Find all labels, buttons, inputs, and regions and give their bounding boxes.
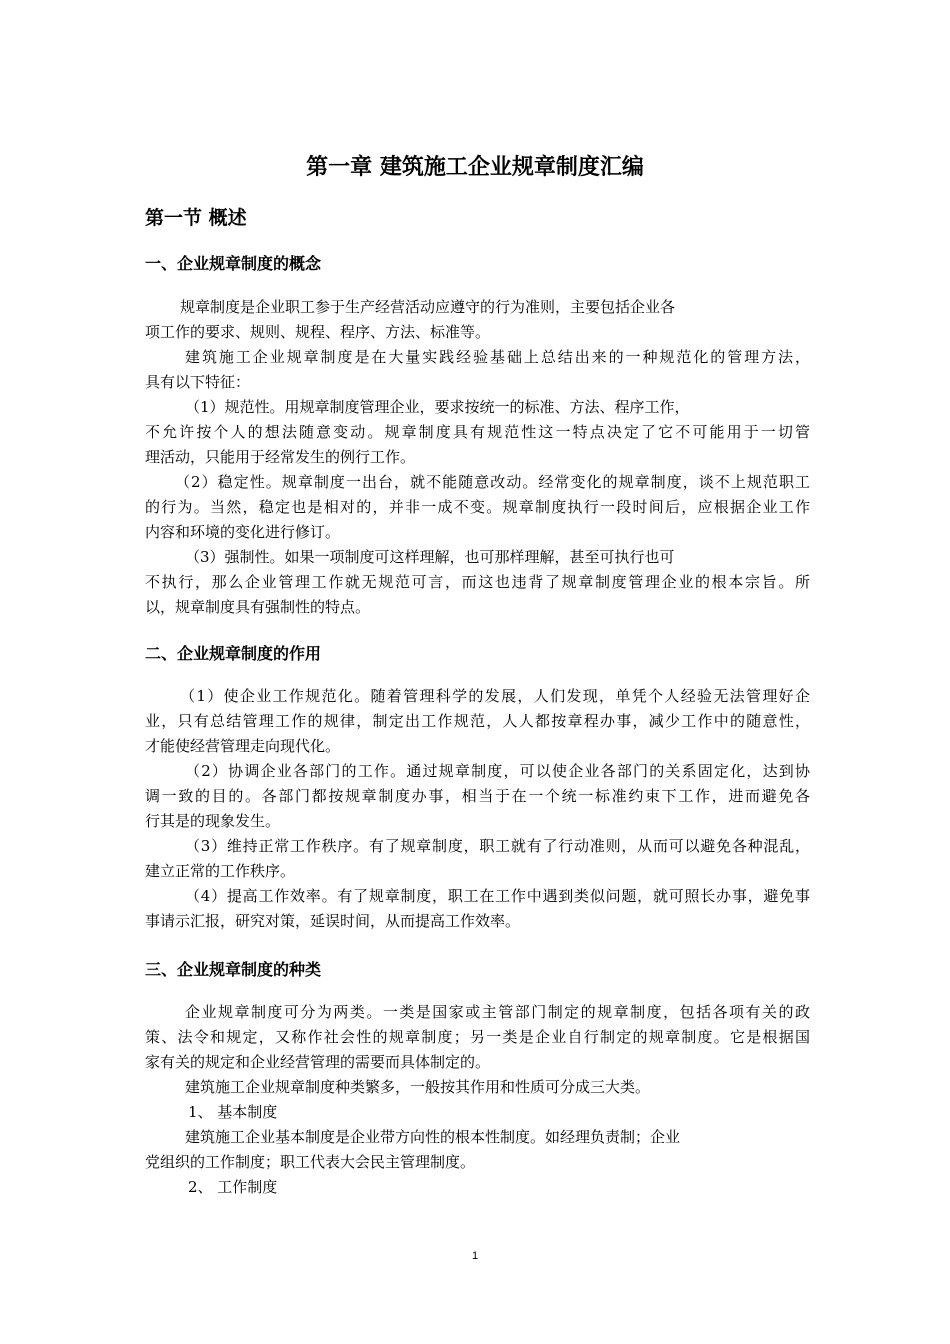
paragraph-line: 不允许按个人的想法随意变动。规章制度具有规范性这一特点决定了它不可能用于一切管 xyxy=(145,423,810,441)
paragraph-line: 行其是的现象发生。 xyxy=(145,812,281,830)
paragraph-line: 建筑施工企业规章制度是在大量实践经验基础上总结出来的一种规范化的管理方法， xyxy=(185,348,810,366)
paragraph-line: （2）稳定性。规章制度一出台，就不能随意改动。经常变化的规章制度，谈不上规范职工 xyxy=(175,473,810,491)
paragraph-line: 不执行，那么企业管理工作就无规范可言，而这也违背了规章制度管理企业的根本宗旨。所 xyxy=(145,573,810,591)
paragraph-line: 规章制度是企业职工参于生产经营活动应遵守的行为准则，主要包括企业各 xyxy=(180,298,676,316)
paragraph-line: （3）强制性。如果一项制度可这样理解，也可那样理解，甚至可执行也可 xyxy=(185,548,675,566)
subsection-title-types: 三、企业规章制度的种类 xyxy=(145,960,322,979)
paragraph-line: 建筑施工企业规章制度种类繁多，一般按其作用和性质可分成三大类。 xyxy=(185,1078,651,1096)
paragraph-line: （2）协调企业各部门的工作。通过规章制度，可以使企业各部门的关系固定化，达到协 xyxy=(185,762,810,780)
paragraph-line: （1）规范性。用规章制度管理企业，要求按统一的标准、方法、程序工作， xyxy=(185,398,690,416)
list-item-basic-system: 1、 基本制度 xyxy=(188,1103,278,1121)
paragraph-line: （4）提高工作效率。有了规章制度，职工在工作中遇到类似问题，就可照长办事，避免事 xyxy=(185,887,810,905)
paragraph-line: 策、法令和规定，又称作社会性的规章制度；另一类是企业自行制定的规章制度。它是根据国 xyxy=(145,1028,810,1046)
paragraph-line: 具有以下特征： xyxy=(145,373,251,391)
subsection-title-function: 二、企业规章制度的作用 xyxy=(145,644,322,663)
paragraph-line: 家有关的规定和企业经营管理的需要而具体制定的。 xyxy=(145,1053,491,1071)
paragraph-line: 理活动，只能用于经常发生的例行工作。 xyxy=(145,448,416,466)
paragraph-line: 以，规章制度具有强制性的特点。 xyxy=(145,598,371,616)
subsection-title-concept: 一、企业规章制度的概念 xyxy=(145,254,322,273)
paragraph-line: 内容和环境的变化进行修订。 xyxy=(145,523,341,541)
page-number: 1 xyxy=(471,1250,479,1262)
paragraph-line: 建筑施工企业基本制度是企业带方向性的根本性制度。如经理负责制；企业 xyxy=(185,1128,681,1146)
paragraph-line: 企业规章制度可分为两类。一类是国家或主管部门制定的规章制度，包括各项有关的政 xyxy=(185,1003,810,1021)
paragraph-line: 业，只有总结管理工作的规律，制定出工作规范，人人都按章程办事，减少工作中的随意性， xyxy=(145,712,810,730)
list-item-work-system: 2、 工作制度 xyxy=(188,1178,278,1196)
paragraph-line: 才能使经营管理走向现代化。 xyxy=(145,737,341,755)
paragraph-line: （3）维持正常工作秩序。有了规章制度，职工就有了行动准则，从而可以避免各种混乱， xyxy=(185,837,810,855)
paragraph-line: 事请示汇报，研究对策，延误时间，从而提高工作效率。 xyxy=(145,912,521,930)
paragraph-line: 调一致的目的。各部门都按规章制度办事，相当于在一个统一标准约束下工作，进而避免各 xyxy=(145,787,810,805)
paragraph-line: （1）使企业工作规范化。随着管理科学的发展，人们发现，单凭个人经验无法管理好企 xyxy=(180,687,810,705)
chapter-title: 第一章 建筑施工企业规章制度汇编 xyxy=(306,155,644,180)
paragraph-line: 项工作的要求、规则、规程、程序、方法、标准等。 xyxy=(145,323,491,341)
section-title: 第一节 概述 xyxy=(145,207,247,229)
paragraph-line: 建立正常的工作秩序。 xyxy=(145,862,296,880)
paragraph-line: 党组织的工作制度；职工代表大会民主管理制度。 xyxy=(145,1153,476,1171)
paragraph-line: 的行为。当然，稳定也是相对的，并非一成不变。规章制度执行一段时间后，应根据企业工作 xyxy=(145,498,810,516)
